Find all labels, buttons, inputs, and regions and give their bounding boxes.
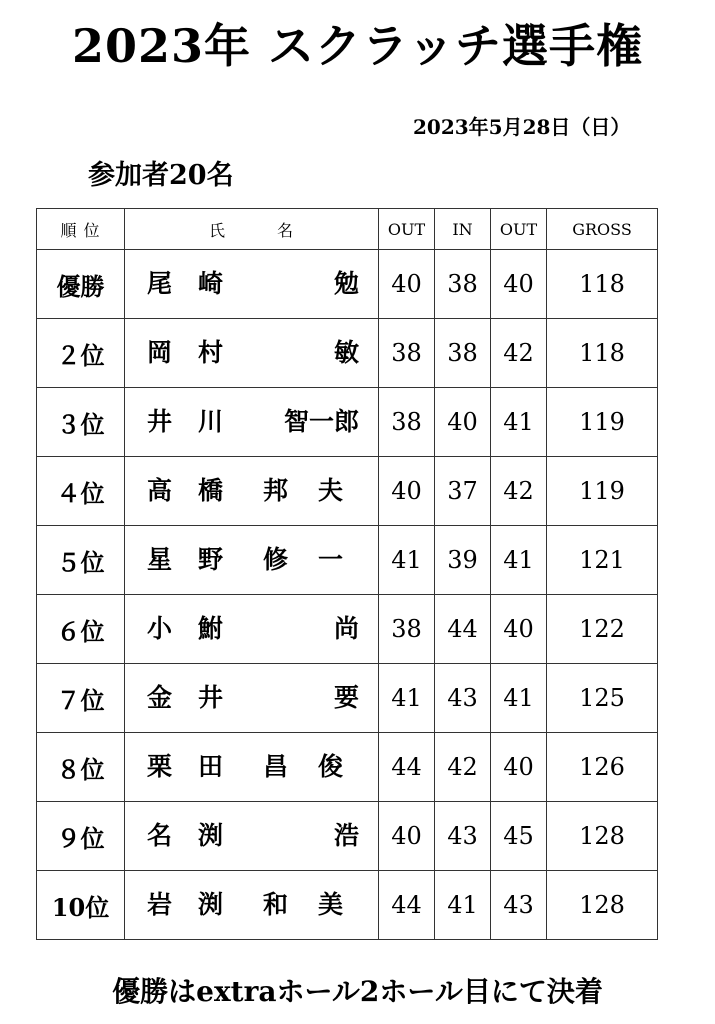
rank-cell: ５位: [37, 526, 125, 595]
player-name-cell: [125, 250, 379, 319]
footer-note: 優勝はextraホール2ホール目にて決着: [112, 975, 603, 1008]
player-name-cell: [125, 319, 379, 388]
out-front-score: 40: [379, 802, 435, 871]
out-front-score: 40: [379, 250, 435, 319]
player-surname: 岡村: [147, 338, 250, 367]
out-playoff-score: 41: [491, 388, 547, 457]
gross-score: 119: [547, 388, 658, 457]
player-surname: 井川: [147, 407, 250, 436]
player-surname: 星野: [147, 545, 250, 574]
out-front-score: 38: [379, 319, 435, 388]
player-surname: 岩渕: [147, 890, 250, 919]
gross-score: 119: [547, 457, 658, 526]
out-front-score: 41: [379, 526, 435, 595]
out-front-score: 40: [379, 457, 435, 526]
player-surname: 名渕: [147, 821, 250, 850]
rank-cell: 優勝: [37, 250, 125, 319]
out-playoff-score: 43: [491, 871, 547, 940]
player-surname: 高橋: [147, 476, 250, 505]
out-playoff-score: 45: [491, 802, 547, 871]
participant-count: 参加者20名: [88, 160, 234, 191]
out-front-score: 41: [379, 664, 435, 733]
page-title: 2023年 スクラッチ選手権: [71, 19, 644, 73]
gross-score: 121: [547, 526, 658, 595]
rank-cell: ７位: [37, 664, 125, 733]
player-surname: 金井: [147, 683, 250, 712]
table-row: [37, 457, 658, 526]
gross-score: 128: [547, 802, 658, 871]
table-row: [37, 250, 658, 319]
header-name: 氏 名: [125, 209, 379, 250]
out-playoff-score: 42: [491, 457, 547, 526]
table-row: [37, 595, 658, 664]
player-given-name: 和美: [263, 890, 374, 919]
player-name-cell: [125, 733, 379, 802]
results-body: [37, 250, 658, 940]
out-playoff-score: 40: [491, 595, 547, 664]
table-row: [37, 733, 658, 802]
player-given-name: 邦夫: [263, 476, 374, 505]
in-score: 44: [435, 595, 491, 664]
in-score: 39: [435, 526, 491, 595]
player-surname: 尾崎: [147, 269, 250, 298]
player-name-cell: [125, 802, 379, 871]
rank-cell: ４位: [37, 457, 125, 526]
out-playoff-score: 40: [491, 250, 547, 319]
player-given-name: 智一郎: [283, 407, 359, 436]
out-front-score: 38: [379, 595, 435, 664]
header-rank: 順 位: [37, 209, 125, 250]
player-surname: 栗田: [147, 752, 250, 781]
rank-cell: ９位: [37, 802, 125, 871]
rank-cell: ８位: [37, 733, 125, 802]
header-in: IN: [435, 209, 491, 250]
player-name-cell: [125, 457, 379, 526]
table-header-row: [37, 209, 658, 250]
out-front-score: 38: [379, 388, 435, 457]
header-out-playoff: OUT: [491, 209, 547, 250]
results-table: [36, 208, 658, 940]
player-given-name: 修一: [263, 545, 374, 574]
header-gross: GROSS: [547, 209, 658, 250]
in-score: 38: [435, 250, 491, 319]
player-given-name: 敏: [333, 338, 359, 367]
out-playoff-score: 41: [491, 664, 547, 733]
rank-cell: ６位: [37, 595, 125, 664]
player-given-name: 勉: [333, 269, 359, 298]
out-playoff-score: 40: [491, 733, 547, 802]
in-score: 42: [435, 733, 491, 802]
out-front-score: 44: [379, 733, 435, 802]
rank-cell: 10位: [37, 871, 125, 940]
in-score: 43: [435, 802, 491, 871]
in-score: 37: [435, 457, 491, 526]
table-row: [37, 526, 658, 595]
player-name-cell: [125, 871, 379, 940]
header-out-front: OUT: [379, 209, 435, 250]
out-playoff-score: 42: [491, 319, 547, 388]
player-surname: 小鮒: [147, 614, 250, 643]
rank-cell: ２位: [37, 319, 125, 388]
player-name-cell: [125, 595, 379, 664]
gross-score: 118: [547, 250, 658, 319]
table-row: [37, 802, 658, 871]
out-playoff-score: 41: [491, 526, 547, 595]
out-front-score: 44: [379, 871, 435, 940]
in-score: 43: [435, 664, 491, 733]
table-row: [37, 871, 658, 940]
player-name-cell: [125, 664, 379, 733]
player-given-name: 尚: [333, 614, 359, 643]
gross-score: 122: [547, 595, 658, 664]
gross-score: 128: [547, 871, 658, 940]
player-name-cell: [125, 388, 379, 457]
table-row: [37, 319, 658, 388]
in-score: 41: [435, 871, 491, 940]
gross-score: 118: [547, 319, 658, 388]
gross-score: 125: [547, 664, 658, 733]
player-name-cell: [125, 526, 379, 595]
table-row: [37, 664, 658, 733]
rank-cell: ３位: [37, 388, 125, 457]
player-given-name: 浩: [333, 821, 359, 850]
gross-score: 126: [547, 733, 658, 802]
table-row: [37, 388, 658, 457]
in-score: 40: [435, 388, 491, 457]
in-score: 38: [435, 319, 491, 388]
event-date: 2023年5月28日（日）: [413, 115, 631, 139]
player-given-name: 要: [333, 683, 359, 712]
player-given-name: 昌俊: [263, 752, 374, 781]
